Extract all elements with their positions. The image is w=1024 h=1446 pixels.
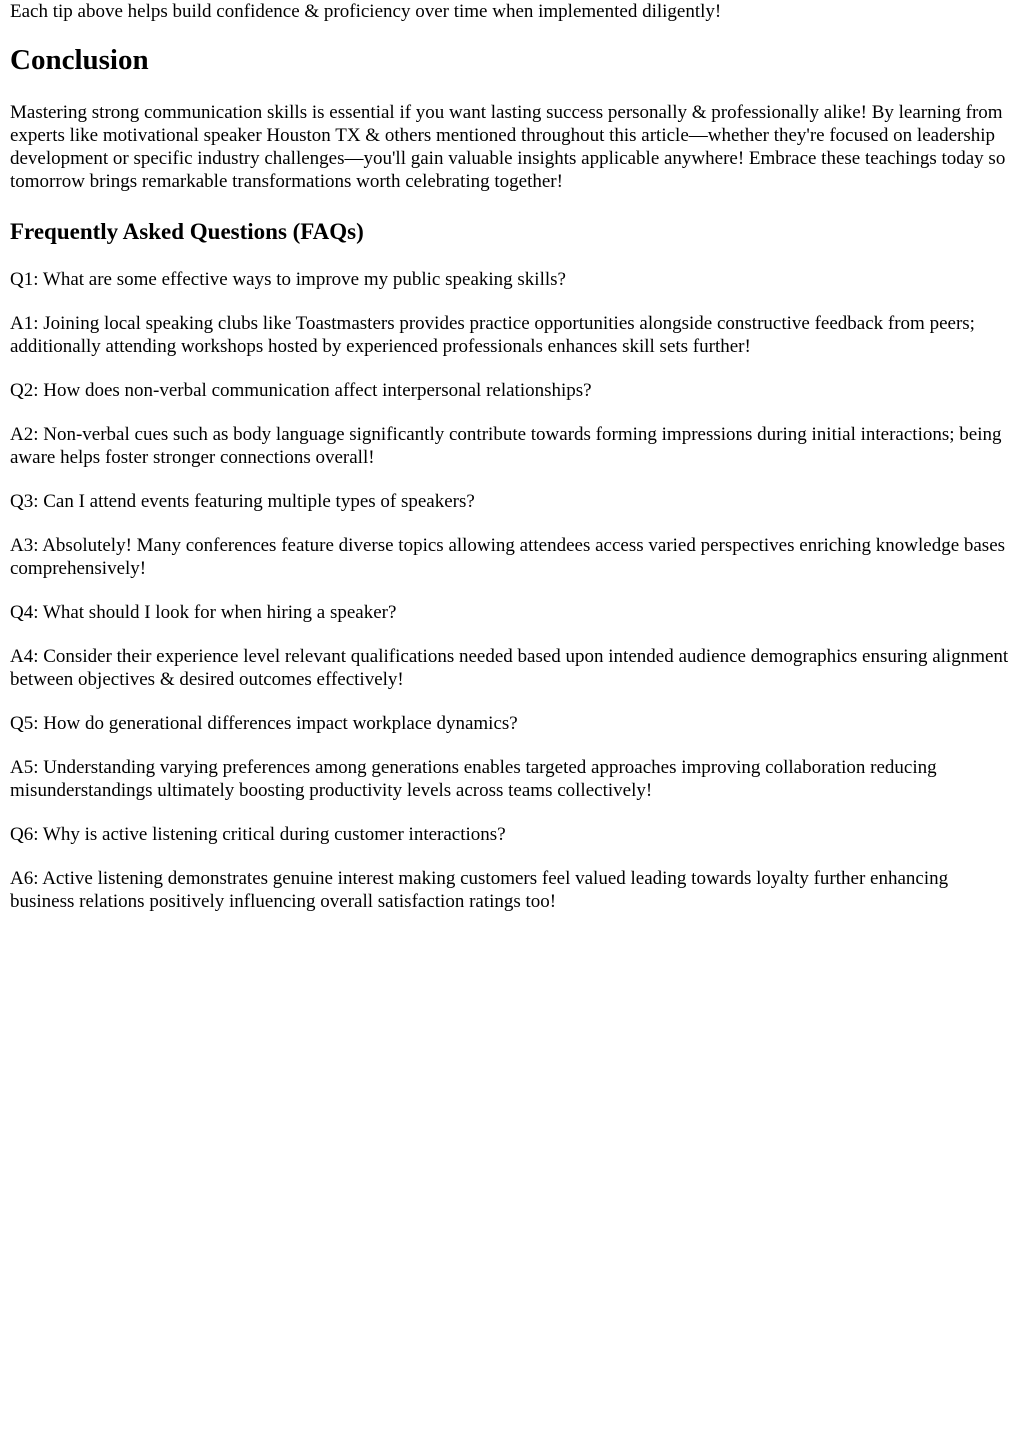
faq-answer-4: A4: Consider their experience level relevant qualifications needed based upon intended audience demographics ensuring alignment between objectives & desired outcomes effectively! [10,646,1009,690]
conclusion-paragraph: Mastering strong communication skills is essential if you want lasting success personally & professionally alike! By learning from experts like motivational speaker Houston TX & others mentioned throughout this article—whether they're focused on leadership development or specific industry challenges—you'll gain valuable insights applicable anywhere! Embrace these teachings today so tomorrow brings remarkable transformations worth celebrating together! [10,102,1006,192]
faq-answer-2: A2: Non-verbal cues such as body language significantly contribute towards forming impressions during initial interactions; being aware helps foster stronger connections overall! [10,424,1002,468]
faq-heading: Frequently Asked Questions (FAQs) [10,219,364,244]
faq-answer-6: A6: Active listening demonstrates genuine interest making customers feel valued leading towards loyalty further enhancing business relations positively influencing overall satisfaction ratings too! [10,868,949,912]
faq-list [10,268,1016,913]
conclusion-heading: Conclusion [10,44,149,76]
faq-question-3: Q3: Can I attend events featuring multiple types of speakers? [10,491,475,512]
faq-question-6: Q6: Why is active listening critical during customer interactions? [10,824,506,845]
faq-answer-3: A3: Absolutely! Many conferences feature diverse topics allowing attendees access varied perspectives enriching knowledge bases comprehensively! [10,535,1006,579]
intro-paragraph: Each tip above helps build confidence & proficiency over time when implemented diligently! [10,1,722,22]
faq-answer-5: A5: Understanding varying preferences among generations enables targeted approaches improving collaboration reducing misunderstandings ultimately boosting productivity levels across teams collectively! [10,757,937,801]
faq-question-1: Q1: What are some effective ways to improve my public speaking skills? [10,269,566,290]
faq-question-5: Q5: How do generational differences impact workplace dynamics? [10,713,518,734]
faq-question-4: Q4: What should I look for when hiring a speaker? [10,602,397,623]
article-body [10,0,1016,913]
faq-question-2: Q2: How does non-verbal communication affect interpersonal relationships? [10,380,592,401]
faq-answer-1: A1: Joining local speaking clubs like Toastmasters provides practice opportunities alongside constructive feedback from peers; additionally attending workshops hosted by experienced professionals enhances skill sets further! [10,313,975,357]
